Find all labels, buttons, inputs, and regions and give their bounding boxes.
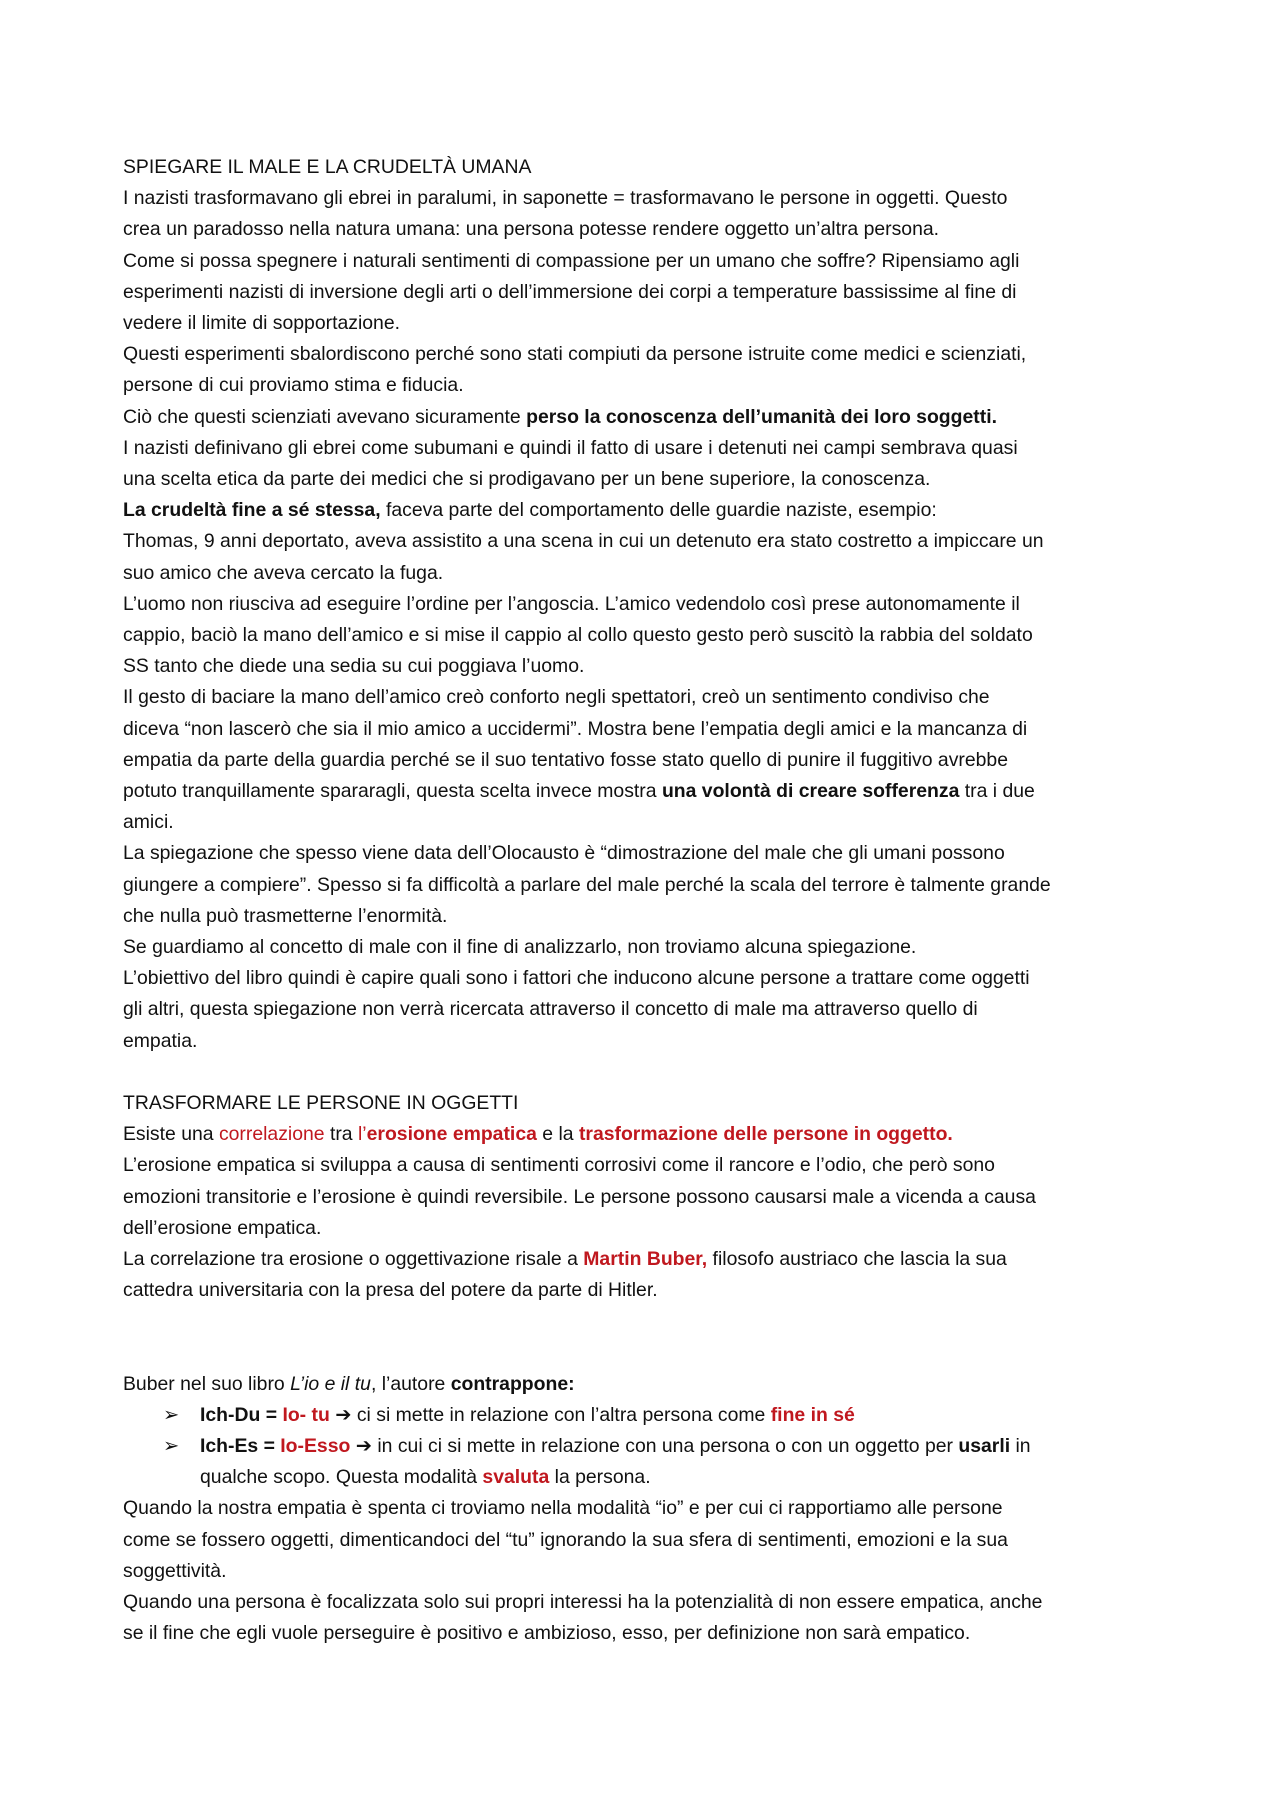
paragraph-line: empatia. <box>123 1029 198 1052</box>
paragraph-line: emozioni transitorie e l’erosione è quindi reversibile. Le persone possono causarsi male a vicenda a causa <box>123 1185 1036 1208</box>
bold-text: La crudeltà fine a sé stessa, <box>123 499 381 522</box>
paragraph-line: Il gesto di baciare la mano dell’amico creò conforto negli spettatori, creò un sentimento condiviso che <box>123 686 990 709</box>
text-run: tra <box>324 1123 358 1146</box>
blank-line <box>123 1307 1170 1369</box>
highlight-bold-text: Martin Buber, <box>583 1248 708 1271</box>
paragraph-line: La spiegazione che spesso viene data dell’Olocausto è “dimostrazione del male che gli umani possono <box>123 842 1005 865</box>
paragraph-line: soggettività. <box>123 1559 227 1582</box>
book-title: L’io e il tu <box>290 1372 371 1395</box>
text-run: e la <box>536 1123 579 1146</box>
paragraph-line: Quando la nostra empatia è spenta ci troviamo nella modalità “io” e per cui ci rapportiamo alle persone <box>123 1497 1003 1520</box>
text-run: in cui ci si mette in relazione con una persona o con un oggetto per <box>371 1434 959 1457</box>
paragraph-line <box>123 1119 1170 1150</box>
paragraph-line: se il fine che egli vuole perseguire è positivo e ambizioso, esso, per definizione non sarà empatico. <box>123 1622 971 1645</box>
paragraph-line: empatia da parte della guardia perché se il suo tentativo fosse stato quello di punire il fuggitivo avrebbe <box>123 748 1008 771</box>
bullet-arrow-icon: ➢ <box>163 1403 180 1426</box>
paragraph-line: L’erosione empatica si sviluppa a causa di sentimenti corrosivi come il rancore e l’odio, che però sono <box>123 1154 995 1177</box>
paragraph-line: come se fossero oggetti, dimenticandoci del “tu” ignorando la sua sfera di sentimenti, emozioni e la sua <box>123 1528 1008 1551</box>
text-run: , l’autore <box>370 1372 451 1395</box>
paragraph-line: cattedra universitaria con la presa del potere da parte di Hitler. <box>123 1279 658 1302</box>
paragraph-line: suo amico che aveva cercato la fuga. <box>123 561 444 584</box>
highlight-bold-text: erosione empatica <box>366 1123 537 1146</box>
paragraph-line: SS tanto che diede una sedia su cui poggiava l’uomo. <box>123 655 585 678</box>
paragraph-line: gli altri, questa spiegazione non verrà ricercata attraverso il concetto di male ma attraverso quello di <box>123 998 978 1021</box>
paragraph-line: che nulla può trasmetterne l’enormità. <box>123 904 448 927</box>
paragraph-line: giungere a compiere”. Spesso si fa difficoltà a parlare del male perché la scala del terrore è talmente grande <box>123 873 1051 896</box>
paragraph-line: Thomas, 9 anni deportato, aveva assistito a una scena in cui un detenuto era stato costretto a impiccare un <box>123 530 1044 553</box>
paragraph-line <box>123 1244 1170 1275</box>
paragraph-line <box>123 776 1170 807</box>
highlight-text: correlazione <box>218 1123 325 1146</box>
highlight-bold-text: trasformazione delle persone in oggetto. <box>578 1123 953 1146</box>
paragraph-line: cappio, baciò la mano dell’amico e si mise il cappio al collo questo gesto però suscitò la rabbia del soldato <box>123 624 1033 647</box>
highlight-bold-text: svaluta <box>482 1466 550 1489</box>
paragraph-line <box>123 495 1170 526</box>
paragraph-line: L’uomo non riusciva ad eseguire l’ordine per l’angoscia. L’amico vedendolo così prese autonomamente il <box>123 592 1020 615</box>
paragraph-line <box>123 1369 1170 1400</box>
text-run: Ciò che questi scienziati avevano sicuramente <box>123 405 527 428</box>
bold-text: perso la conoscenza dell’umanità dei loro soggetti. <box>526 405 997 428</box>
text-run: in <box>1010 1434 1031 1457</box>
highlight-bold-text: Io- tu <box>282 1403 330 1426</box>
text-run: qualche scopo. Questa modalità <box>200 1466 483 1489</box>
paragraph-line: L’obiettivo del libro quindi è capire quali sono i fattori che inducono alcune persone a trattare come oggetti <box>123 967 1030 990</box>
highlight-bold-text: Io-Esso <box>280 1434 351 1457</box>
paragraph-line: vedere il limite di sopportazione. <box>123 312 400 335</box>
bold-text: Ich-Du = <box>200 1403 278 1426</box>
section-title: TRASFORMARE LE PERSONE IN OGGETTI <box>123 1092 519 1115</box>
paragraph-line: dell’erosione empatica. <box>123 1216 322 1239</box>
paragraph-line: crea un paradosso nella natura umana: una persona potesse rendere oggetto un’altra persona. <box>123 218 940 241</box>
text-run: la persona. <box>549 1466 651 1489</box>
right-arrow-icon: ➔ <box>335 1403 352 1426</box>
paragraph-line: persone di cui proviamo stima e fiducia. <box>123 374 464 397</box>
bullet-arrow-icon: ➢ <box>163 1434 180 1457</box>
paragraph-line: Come si possa spegnere i naturali sentimenti di compassione per un umano che soffre? Ripensiamo agli <box>123 249 1020 272</box>
text-run: faceva parte del comportamento delle guardie naziste, esempio: <box>380 499 937 522</box>
text-run: tra i due <box>959 780 1035 803</box>
paragraph-line: Questi esperimenti sbalordiscono perché sono stati compiuti da persone istruite come medici e scienziati, <box>123 343 1027 366</box>
bold-text: contrappone: <box>450 1372 575 1395</box>
text-run: La correlazione tra erosione o oggettivazione risale a <box>123 1248 584 1271</box>
list-item-continuation <box>123 1462 1170 1493</box>
text-run: ci si mette in relazione con l’altra persona come <box>351 1403 771 1426</box>
list-item <box>123 1400 1170 1431</box>
paragraph-line: Quando una persona è focalizzata solo sui propri interessi ha la potenzialità di non essere empatica, anche <box>123 1590 1043 1613</box>
section-title: SPIEGARE IL MALE E LA CRUDELTÀ UMANA <box>123 156 532 178</box>
highlight-bold-text: fine in sé <box>770 1403 855 1426</box>
bold-text: usarli <box>958 1434 1011 1457</box>
right-arrow-icon: ➔ <box>355 1434 372 1457</box>
list-item <box>123 1431 1170 1462</box>
paragraph-line: I nazisti trasformavano gli ebrei in paralumi, in saponette = trasformavano le persone in oggetti. Questo <box>123 187 1008 210</box>
paragraph-line: diceva “non lascerò che sia il mio amico a uccidermi”. Mostra bene l’empatia degli amici e la mancanza di <box>123 717 1028 740</box>
text-run: filosofo austriaco che lascia la sua <box>707 1248 1007 1271</box>
blank-line <box>123 1057 1170 1088</box>
paragraph-line: amici. <box>123 811 174 834</box>
highlight-text: l’ <box>357 1123 367 1146</box>
text-run: Esiste una <box>123 1123 219 1146</box>
paragraph-line <box>123 402 1170 433</box>
paragraph-line: I nazisti definivano gli ebrei come subumani e quindi il fatto di usare i detenuti nei campi sembrava quasi <box>123 436 1018 459</box>
paragraph-line: Se guardiamo al concetto di male con il fine di analizzarlo, non troviamo alcuna spiegazione. <box>123 936 917 959</box>
paragraph-line: una scelta etica da parte dei medici che si prodigavano per un bene superiore, la conoscenza. <box>123 468 931 491</box>
text-run: potuto tranquillamente spararagli, questa scelta invece mostra <box>123 780 662 803</box>
text-run: Buber nel suo libro <box>123 1372 291 1395</box>
bold-text: una volontà di creare sofferenza <box>661 780 960 803</box>
bold-text: Ich-Es = <box>200 1434 275 1457</box>
paragraph-line: esperimenti nazisti di inversione degli arti o dell’immersione dei corpi a temperature bassissime al fine di <box>123 280 1017 303</box>
